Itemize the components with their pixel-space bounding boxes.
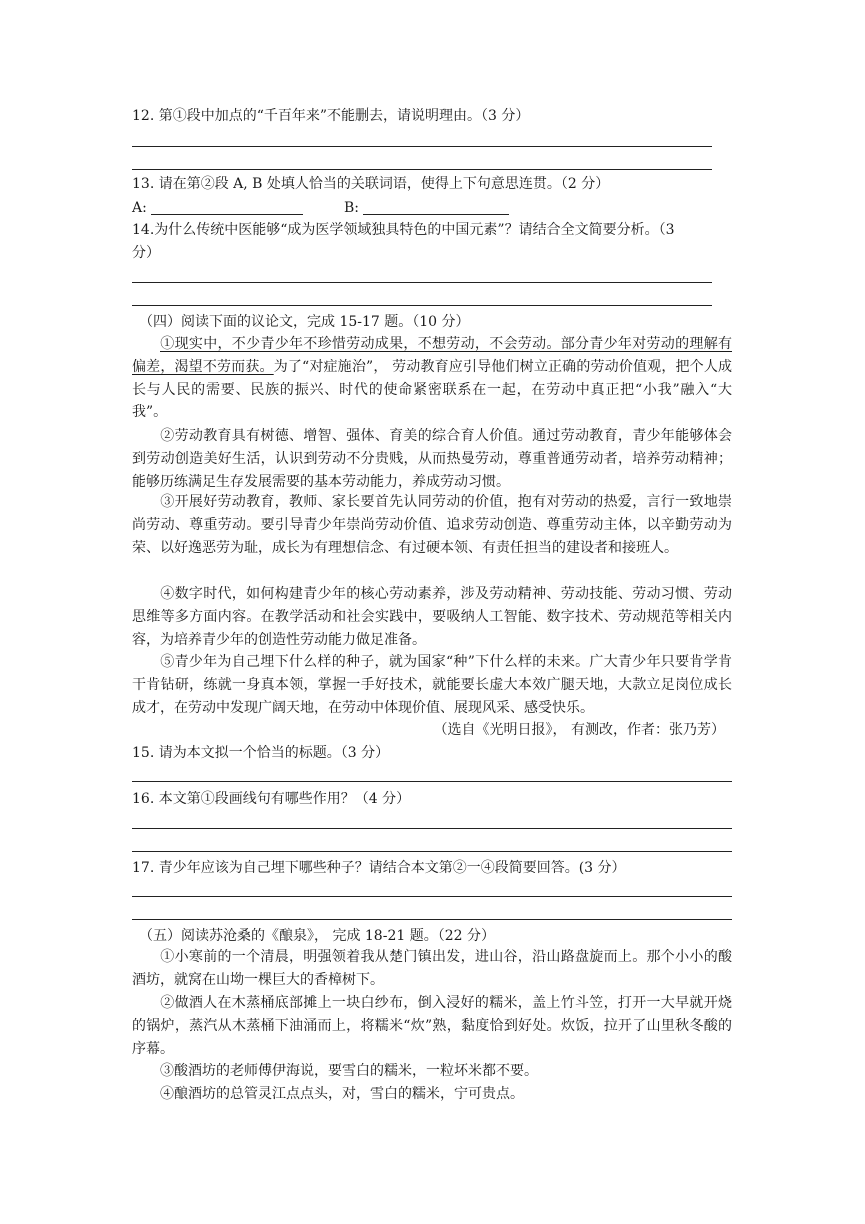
section-4-heading: （四）阅读下面的议论文，完成 15-17 题。（10 分） [139, 314, 470, 330]
answer-line-17a[interactable] [132, 896, 732, 897]
underlined-sentence: ①现实中，不少青少年不珍惜劳动成果，不想劳动，不会劳动。部分青少年对劳动的理解有偏差，渴望不劳而获。 [132, 336, 732, 375]
question-14-line1: 14.为什么传统中医能够“成为医学领域独具特色的中国元素”？请结合全文简要分析。（3 [132, 222, 675, 238]
section-4-paragraph-2 [132, 425, 732, 493]
answer-b-label: B: [344, 200, 360, 216]
s5-paragraph-4-text: ④酿酒坊的总管灵江点点头，对，雪白的糯米，宁可贵点。 [160, 1086, 524, 1102]
source-citation: （选自《光明日报》， 有测改，作者：张乃芳） [433, 722, 725, 738]
answer-line-15[interactable] [132, 781, 732, 782]
section-5-paragraph-4 [132, 1083, 732, 1106]
question-12: 12. 第①段中加点的“千百年来”不能删去，请说明理由。（3 分） [132, 108, 530, 124]
question-13: 13. 请在第②段 A, B 处填人恰当的关联词语，使得上下句意思连贯。（2 分） [132, 176, 610, 192]
answer-line-12a[interactable] [132, 146, 712, 147]
section-4-paragraph-5 [132, 651, 732, 719]
answer-line-17b[interactable] [132, 919, 732, 920]
answer-a-label: A: [132, 200, 147, 216]
paragraph-5-text: ⑤青少年为自己埋下什么样的种子，就为国家“种”下什么样的未来。广大青少年只要肯学肯干肯钻研，练就一身真本领，掌握一手好技术，就能要长虚大本效广腿天地，大款立足岗位成长成才，在劳动中发现广阔天地，在劳动中体现价值、展现风采、感受快乐。 [132, 654, 732, 716]
question-17: 17. 青少年应该为自己埋下哪些种子？请结合本文第②一④段简要回答。(3 分） [132, 860, 626, 876]
answer-b-row [344, 197, 509, 219]
section-5-paragraph-1 [132, 946, 732, 992]
section-5-heading: （五）阅读苏沧桑的《酿泉》， 完成 18-21 题。（22 分） [139, 928, 495, 944]
paragraph-1-rest: 为了“对症施治”， 劳动教育应引导他们树立正确的劳动价值观，把个人成长与人民的需要、民族的振兴、时代的使命紧密联系在一起，在劳动中真正把“小我”融入“大我”。 [132, 358, 733, 421]
section-4-paragraph-3 [132, 491, 732, 559]
s5-paragraph-2-text: ②做酒人在木蒸桶底部摊上一块白纱布，倒入浸好的糯米，盖上竹斗笠，打开一大早就开烧的锅炉，蒸汽从木蒸桶下油涌而上，将糯米“炊”熟，黏度恰到好处。炊饭，拉开了山里秋冬酸的序幕。 [132, 995, 732, 1057]
section-4-paragraph-1 [132, 333, 732, 424]
question-14-line2: 分） [132, 245, 160, 261]
paragraph-4-text: ④数字时代，如何构建青少年的核心劳动素养，涉及劳动精神、劳动技能、劳动习惯、劳动思维等多方面内容。在教学活动和社会实践中，要吸纳人工智能、数字技术、劳动规范等相关内容，为培养青少年的创造性劳动能力做足准备。 [132, 586, 732, 648]
paragraph-3-text: ③开展好劳动教育，教师、家长要首先认同劳动的价值，抱有对劳动的热爱，言行一致地崇尚劳动、尊重劳动。要引导青少年崇尚劳动价值、追求劳动创造、尊重劳动主体，以辛勤劳动为荣、以好逸恶劳为耻，成长为有理想信念、有过硬本领、有责任担当的建设者和接班人。 [132, 494, 732, 556]
question-15: 15. 请为本文拟一个恰当的标题。（3 分） [132, 745, 390, 761]
section-4-paragraph-4 [132, 583, 732, 651]
s5-paragraph-1-text: ①小寒前的一个清晨，明强领着我从楚门镇出发，进山谷，沿山路盘旋而上。那个小小的酸酒坊，就窝在山坳一棵巨大的香樟树下。 [132, 949, 732, 988]
section-5-paragraph-2 [132, 992, 732, 1060]
answer-line-16a[interactable] [132, 828, 732, 829]
s5-paragraph-3-text: ③酸酒坊的老师傅伊海说，要雪白的糯米，一粒坏米都不要。 [160, 1063, 538, 1079]
question-16: 16. 本文第①段画线句有哪些作用？（4 分） [132, 791, 411, 807]
answer-line-12b[interactable] [132, 169, 712, 170]
answer-line-16b[interactable] [132, 851, 732, 852]
answer-a-row [132, 197, 303, 219]
answer-line-14a[interactable] [132, 282, 712, 283]
section-5-paragraph-3 [132, 1060, 732, 1083]
answer-line-14b[interactable] [132, 305, 712, 306]
answer-b-blank[interactable] [363, 198, 509, 215]
paragraph-2-text: ②劳动教育具有树德、增智、强体、育美的综合育人价值。通过劳动教育，青少年能够体会到劳动创造美好生活，认识到劳动不分贵贱，从而热曼劳动，尊重普通劳动者，培养劳动精神；能够历练满足生存发展需要的基本劳动能力，养成劳动习惯。 [132, 428, 732, 490]
answer-a-blank[interactable] [151, 198, 303, 215]
